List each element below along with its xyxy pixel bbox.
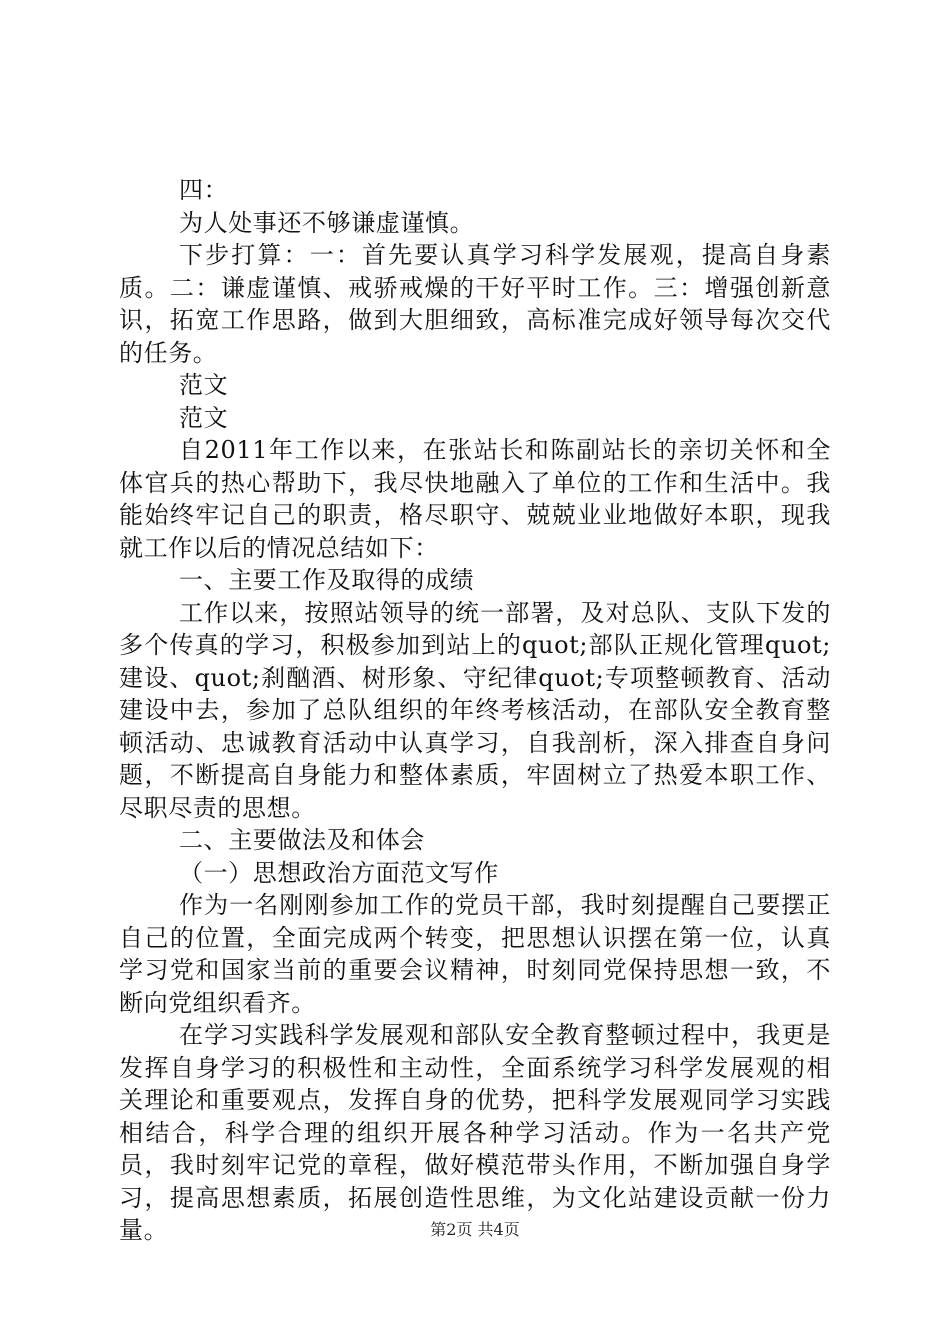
paragraph-sample-label: 范文 <box>179 371 229 399</box>
paragraph-main-work: 工作以来，按照站领导的统一部署，及对总队、支队下发的多个传真的学习，积极参加到站上的quot;部队正规化管理quot;建设、quot;刹酗酒、树形象、守纪律quot;专项整顿教育、活动建设中去，参加了总队组织的年终考核活动，在部队安全教育整顿活动、忠诚教育活动中认真学习，自我剖析，深入排查自身问题，不断提高自身能力和整体素质，牢固树立了热爱本职工作、尽职尽责的思想。 <box>119 598 831 822</box>
paragraph-sample-label: 范文 <box>179 403 229 432</box>
paragraph-next-plan: 下步打算：一：首先要认真学习科学发展观，提高自身素质。二：谦虚谨慎、戒骄戒燥的干好平时工作。三：增强创新意识，拓宽工作思路，做到大胆细致，高标准完成好领导每次交代的任务。 <box>119 241 831 367</box>
page-footer <box>0 1219 950 1241</box>
paragraph-political-2: 在学习实践科学发展观和部队安全教育整顿过程中，我更是发挥自身学习的积极性和主动性，全面系统学习科学发展观的相关理论和重要观点，发挥自身的优势，把科学发展观同学习实践相结合，科学合理的组织开展各种学习活动。作为一名共产党员，我时刻牢记党的章程，做好模范带头作用，不断加强自身学习，提高思想素质，拓展创造性思维，为文化站建设贡献一份力量。 <box>119 1021 831 1244</box>
heading-main-work: 一、主要工作及取得的成绩 <box>179 566 475 594</box>
paragraph-shortcoming: 为人处事还不够谦虚谨慎。 <box>179 208 475 237</box>
paragraph-section-four: 四： <box>179 176 229 204</box>
paragraph-intro: 自2011年工作以来，在张站长和陈副站长的亲切关怀和全体官兵的热心帮助下，我尽快地融入了单位的工作和生活中。我能始终牢记自己的职责，格尽职守、兢兢业业地做好本职，现我就工作以后的情况总结如下： <box>119 436 831 562</box>
subheading-political: （一）思想政治方面范文写作 <box>179 858 499 887</box>
paragraph-political-1: 作为一名刚刚参加工作的党员干部，我时刻提醒自己要摆正自己的位置，全面完成两个转变，把思想认识摆在第一位，认真学习党和国家当前的重要会议精神，时刻同党保持思想一致，不断向党组织看齐。 <box>119 891 831 1017</box>
page-number: 第2页 共4页 <box>430 1220 520 1239</box>
document-body <box>119 174 831 1247</box>
heading-practices: 二、主要做法及和体会 <box>179 826 425 854</box>
